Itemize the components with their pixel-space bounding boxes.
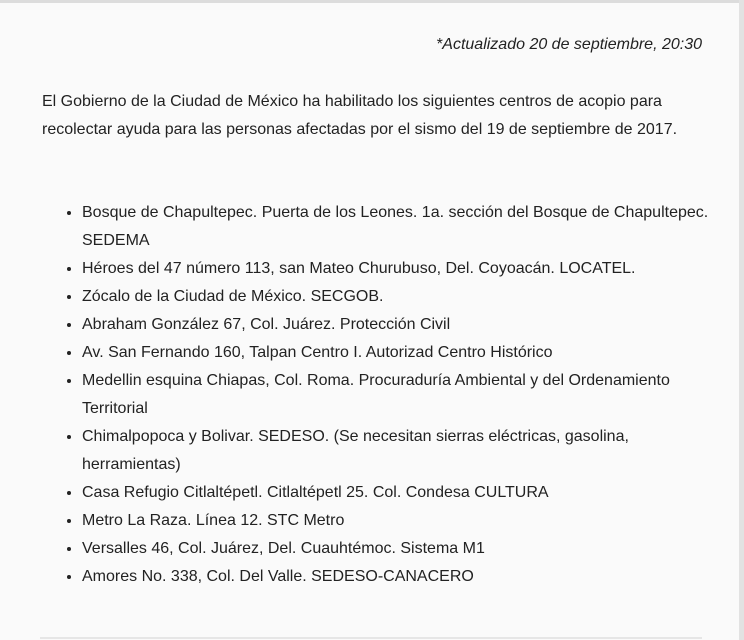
list-item: • Versalles 46, Col. Juárez, Del. Cuauhtémoc. Sistema M1: [82, 535, 722, 563]
scrollbar-track[interactable]: [739, 0, 744, 640]
top-border: [0, 0, 744, 3]
intro-paragraph: El Gobierno de la Ciudad de México ha habilitado los siguientes centros de acopio para recolectar ayuda para las personas afectadas por el sismo del 19 de septiembre de 2017.: [42, 93, 678, 138]
list-item: • Chimalpopoca y Bolivar. SEDESO. (Se necesitan sierras eléctricas, gasolina, herramientas): [82, 423, 722, 479]
list-item: • Amores No. 338, Col. Del Valle. SEDESO-CANACERO: [82, 563, 722, 591]
list-item: • Bosque de Chapultepec. Puerta de los Leones. 1a. sección del Bosque de Chapultepec. SEDEMA: [82, 199, 722, 255]
collection-centers-list: [42, 199, 722, 591]
list-item: • Casa Refugio Citlaltépetl. Citlaltépetl 25. Col. Condesa CULTURA: [82, 479, 722, 507]
list-item: • Metro La Raza. Línea 12. STC Metro: [82, 507, 722, 535]
list-item: • Héroes del 47 número 113, san Mateo Churubuso, Del. Coyoacán. LOCATEL.: [82, 255, 722, 283]
list-item: • Zócalo de la Ciudad de México. SECGOB.: [82, 283, 722, 311]
divider: [40, 637, 702, 639]
list-item: • Medellin esquina Chiapas, Col. Roma. Procuraduría Ambiental y del Ordenamiento Territorial: [82, 367, 722, 423]
list-item: • Av. San Fernando 160, Talpan Centro I. Autorizad Centro Histórico: [82, 339, 722, 367]
update-timestamp: *Actualizado 20 de septiembre, 20:30: [436, 36, 702, 53]
list-item: • Abraham González 67, Col. Juárez. Protección Civil: [82, 311, 722, 339]
